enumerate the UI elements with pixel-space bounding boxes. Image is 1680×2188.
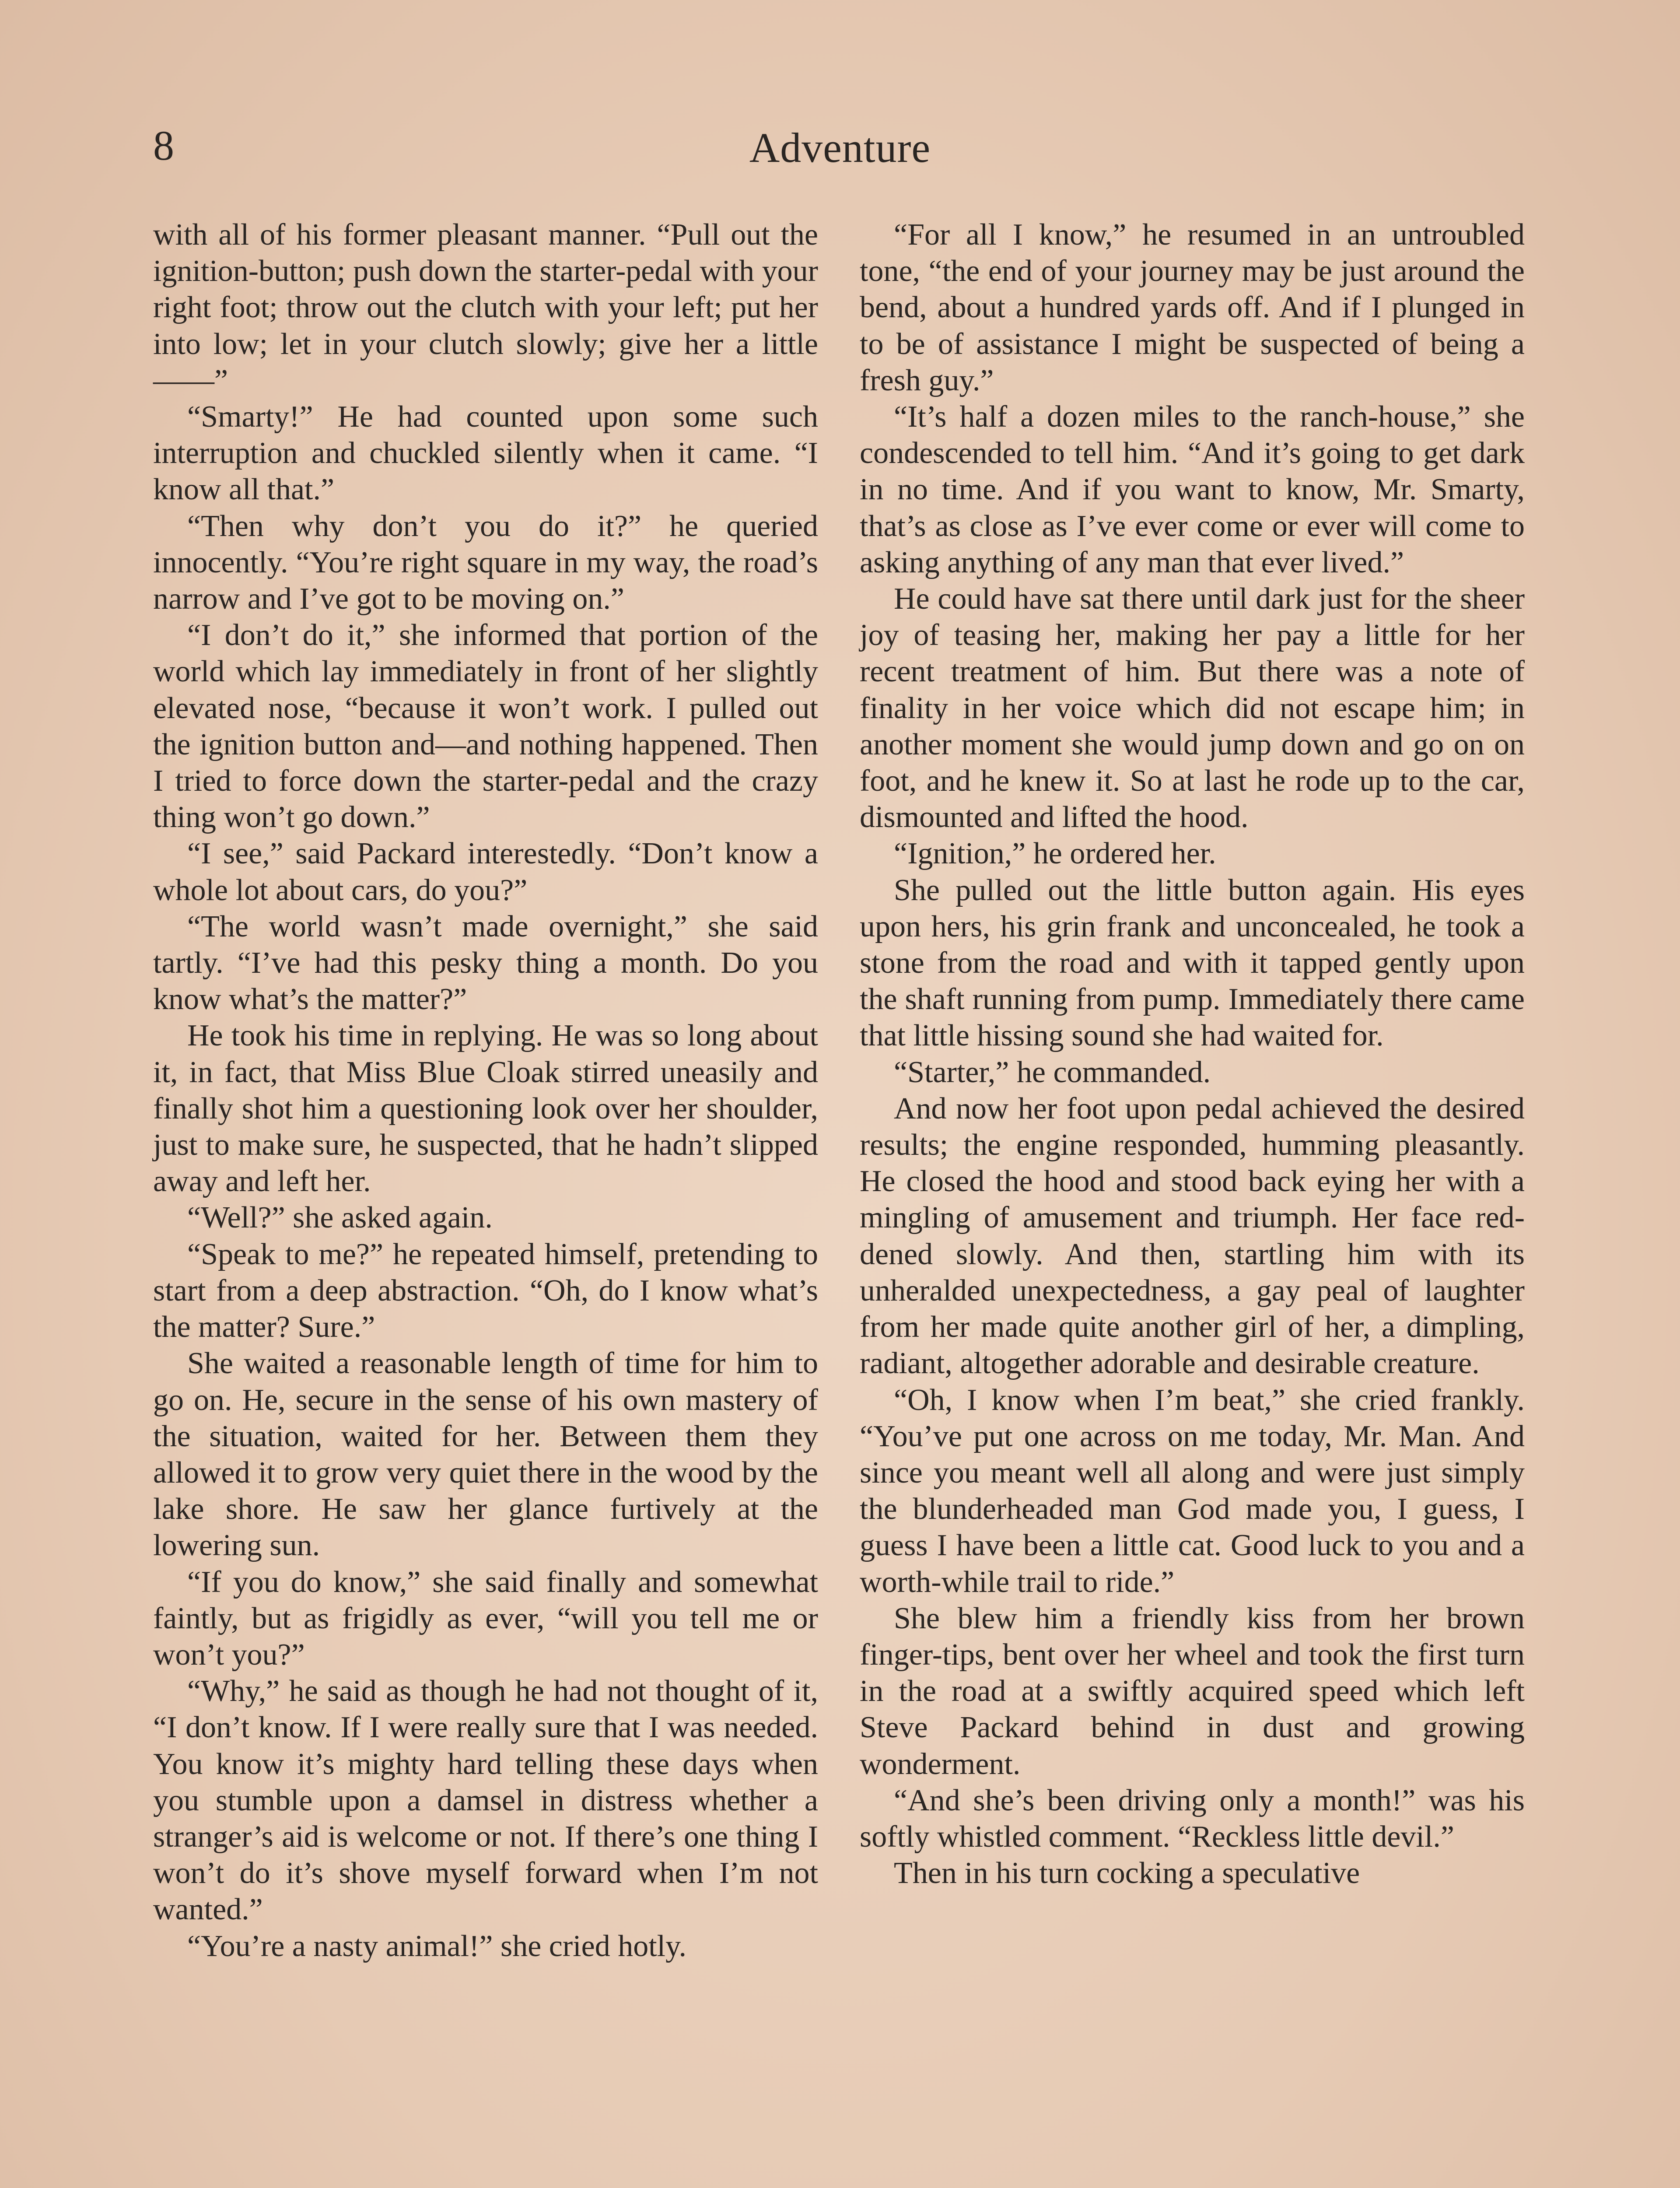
paragraph: She blew him a friendly kiss from her brown finger-tips, bent over her wheel and took the first turn in the road at a swiftly acquired speed which left Steve Packard behind in dust and growing wonderment.	[860, 1601, 1525, 1781]
paragraph: “Well?” she asked again.	[187, 1201, 493, 1235]
paragraph: “The world wasn’t made overnight,” she said tartly. “I’ve had this pesky thing a month. Do you know what’s the matter?”	[153, 909, 818, 1017]
paragraph: “Why,” he said as though he had not thought of it, “I don’t know. If I were really sure that I was needed. You know it’s mighty hard telling these days when you stumble upon a damsel in distress whether a stranger’s aid is welcome or not. If there’s one thing I won’t do it’s shove myself forward when I’m not wanted.”	[153, 1674, 818, 1927]
paragraph: with all of his former pleasant manner. “Pull out the ignition-button; push down the starter-pedal with your right foot; throw out the clutch with your left; put her into low; let in your clutch slowly; give her a little——”	[153, 218, 818, 397]
paragraph: “Smarty!” He had counted upon some such interruption and chuckled silently when it came. “I know all that.”	[153, 400, 818, 507]
paragraph: “It’s half a dozen miles to the ranch-house,” she condescended to tell him. “And it’s going to get dark in no time. And if you want to know, Mr. Smarty, that’s as close as I’ve ever come or ever will come to asking anything of any man that ever lived.”	[860, 400, 1525, 579]
paragraph: “For all I know,” he resumed in an untroubled tone, “the end of your journey may be just around the bend, about a hundred yards off. And if I plunged in to be of assistance I might be suspected of being a fresh guy.”	[860, 218, 1525, 397]
paragraph: She waited a reasonable length of time for him to go on. He, secure in the sense of his own mastery of the situation, waited for her. Between them they allowed it to grow very quiet there in the wood by the lake shore. He saw her glance furtively at the lowering sun.	[153, 1346, 818, 1563]
paragraph: She pulled out the little button again. His eyes upon hers, his grin frank and unconcealed, he took a stone from the road and with it tapped gently upon the shaft running from pump. Immediately there came that little hissing sound she had waited for.	[860, 873, 1525, 1053]
right-text-column	[860, 217, 1525, 1891]
paragraph: And now her foot upon pedal achieved the desired results; the engine responded, humming pleasantly. He closed the hood and stood back eying her with a mingling of amusement and triumph. Her face reddened slowly. And then, startling him with its unheralded unexpectedness, a gay peal of laughter from her made quite another girl of her, a dimpling, radiant, altogether adorable and desirable creature.	[860, 1091, 1525, 1381]
paragraph: “Ignition,” he ordered her.	[894, 837, 1216, 871]
running-head-title: Adventure	[749, 124, 931, 171]
paragraph: “If you do know,” she said finally and somewhat faintly, but as frigidly as ever, “will you tell me or won’t you?”	[153, 1565, 818, 1672]
page-number: 8	[153, 122, 174, 169]
paragraph: “Oh, I know when I’m beat,” she cried frankly. “You’ve put one across on me today, Mr. Man. And since you meant well all along and were just simply the blunderheaded man God made you, I guess, I guess I have been a little cat. Good luck to you and a worth-while trail to ride.”	[860, 1383, 1525, 1599]
paragraph: He could have sat there until dark just for the sheer joy of teasing her, making her pay a little for her recent treatment of him. But there was a note of finality in her voice which did not escape him; in another moment she would jump down and go on on foot, and he knew it. So at last he rode up to the car, dismounted and lifted the hood.	[860, 582, 1525, 835]
paragraph: “And she’s been driving only a month!” was his softly whistled comment. “Reckless little devil.”	[860, 1783, 1525, 1854]
paragraph: “I don’t do it,” she informed that portion of the world which lay immediately in front of her slightly elevated nose, “because it won’t work. I pulled out the ignition button and—and nothing happened. Then I tried to force down the starter-pedal and the crazy thing won’t go down.”	[153, 618, 818, 835]
paragraph: He took his time in replying. He was so long about it, in fact, that Miss Blue Cloak stirred uneasily and finally shot him a questioning look over her shoulder, just to make sure, he suspected, that he hadn’t slipped away and left her.	[153, 1019, 818, 1199]
paragraph: “You’re a nasty animal!” she cried hotly.	[187, 1929, 687, 1963]
paragraph: “Speak to me?” he repeated himself, pretending to start from a deep abstraction. “Oh, do I know what’s the matter? Sure.”	[153, 1237, 818, 1344]
paragraph: “I see,” said Packard interestedly. “Don’t know a whole lot about cars, do you?”	[153, 837, 818, 907]
paragraph: Then in his turn cocking a speculative	[894, 1856, 1360, 1890]
left-text-column	[153, 217, 818, 1964]
paragraph: “Then why don’t you do it?” he queried innocently. “You’re right square in my way, the road’s narrow and I’ve got to be moving on.”	[153, 509, 818, 616]
paragraph: “Starter,” he commanded.	[894, 1055, 1211, 1089]
